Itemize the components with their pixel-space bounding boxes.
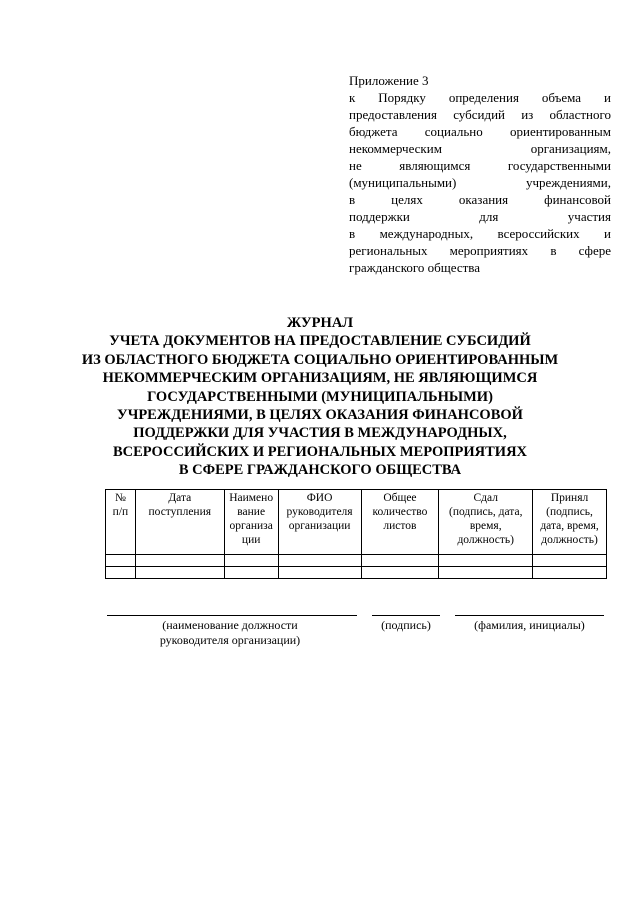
column-header-number: № п/п — [106, 490, 136, 555]
name-signature-line[interactable] — [455, 615, 604, 616]
column-header-received: Принял (подпись, дата, время, должность) — [533, 490, 607, 555]
table-cell[interactable] — [278, 567, 361, 579]
title-line: ГОСУДАРСТВЕННЫМИ (МУНИЦИПАЛЬНЫМИ) — [147, 388, 493, 405]
appendix-line: не являющимся государственными — [349, 158, 611, 173]
table-cell[interactable] — [106, 555, 136, 567]
column-header-sheets: Общее количество листов — [361, 490, 439, 555]
column-header-handed-over: Сдал (подпись, дата, время, должность) — [439, 490, 533, 555]
appendix-line: некоммерческим организациям, — [349, 141, 611, 156]
title-line: НЕКОММЕРЧЕСКИМ ОРГАНИЗАЦИЯМ, НЕ ЯВЛЯЮЩИМСЯ — [102, 370, 538, 387]
column-header-organization: Наимено вание организа ции — [224, 490, 278, 555]
table-cell[interactable] — [533, 555, 607, 567]
title-line: В СФЕРЕ ГРАЖДАНСКОГО ОБЩЕСТВА — [178, 462, 462, 479]
title-line: УЧРЕЖДЕНИЯМИ, В ЦЕЛЯХ ОКАЗАНИЯ ФИНАНСОВОЙ — [117, 407, 523, 424]
appendix-line: в целях оказания финансовой — [349, 192, 611, 207]
appendix-block — [349, 72, 611, 276]
journal-title — [60, 314, 580, 480]
appendix-line: к Порядку определения объема и — [349, 90, 611, 105]
table-cell[interactable] — [361, 555, 439, 567]
appendix-line: бюджета социально ориентированным — [349, 124, 611, 139]
signature-caption: (подпись) — [381, 618, 431, 632]
appendix-line: поддержки для участия — [349, 209, 611, 224]
table-cell[interactable] — [135, 567, 224, 579]
title-line: ЖУРНАЛ — [286, 315, 354, 331]
table-cell[interactable] — [361, 567, 439, 579]
column-header-head-name: ФИО руководителя организации — [278, 490, 361, 555]
appendix-line: региональных мероприятиях в сфере — [349, 243, 611, 258]
table-cell[interactable] — [439, 567, 533, 579]
table-cell[interactable] — [224, 555, 278, 567]
appendix-line: Приложение 3 — [349, 73, 429, 88]
title-line: ПОДДЕРЖКИ ДЛЯ УЧАСТИЯ В МЕЖДУНАРОДНЫХ, — [133, 425, 507, 442]
position-signature-line[interactable] — [107, 615, 357, 616]
table-cell[interactable] — [224, 567, 278, 579]
appendix-line: (муниципальными) учреждениями, — [349, 175, 611, 190]
table-row — [106, 555, 607, 567]
table-cell[interactable] — [533, 567, 607, 579]
table-cell[interactable] — [278, 555, 361, 567]
title-line: ИЗ ОБЛАСТНОГО БЮДЖЕТА СОЦИАЛЬНО ОРИЕНТИРОВАННЫМ — [81, 351, 559, 368]
signature-line[interactable] — [372, 615, 440, 616]
table-header-row — [106, 490, 607, 555]
table-cell[interactable] — [106, 567, 136, 579]
title-line: ВСЕРОССИЙСКИХ И РЕГИОНАЛЬНЫХ МЕРОПРИЯТИЯХ — [112, 443, 528, 460]
appendix-line: в международных, всероссийских и — [349, 226, 611, 241]
appendix-line: гражданского общества — [349, 260, 481, 275]
appendix-line: предоставления субсидий из областного — [349, 107, 611, 122]
journal-table — [105, 489, 607, 579]
table-cell[interactable] — [439, 555, 533, 567]
column-header-date: Дата поступления — [135, 490, 224, 555]
position-caption: (наименование должности руководителя организации) — [159, 618, 301, 647]
title-line: УЧЕТА ДОКУМЕНТОВ НА ПРЕДОСТАВЛЕНИЕ СУБСИДИЙ — [109, 333, 531, 350]
table-cell[interactable] — [135, 555, 224, 567]
name-caption: (фамилия, инициалы) — [474, 618, 585, 632]
table-row — [106, 567, 607, 579]
